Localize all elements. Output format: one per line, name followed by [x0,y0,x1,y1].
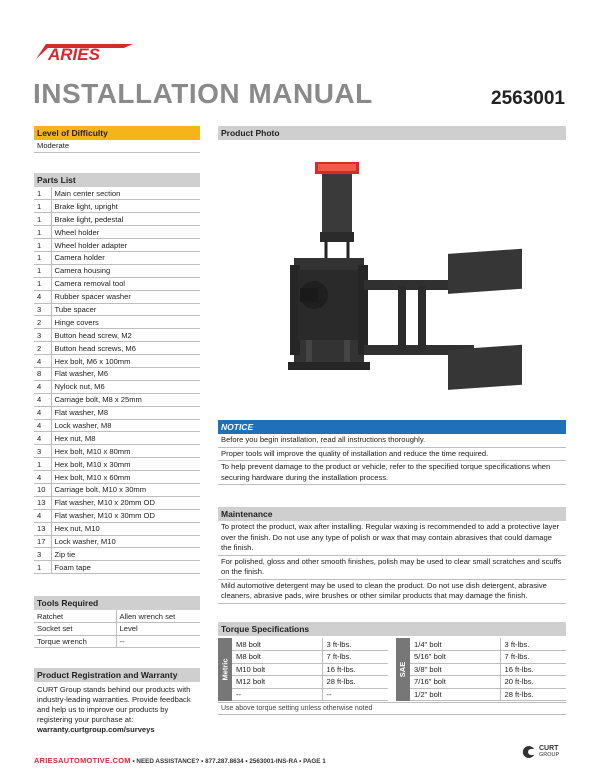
torque-value: 7 ft-lbs. [500,651,566,664]
part-name: Carriage bolt, M10 x 30mm [51,483,200,496]
part-qty: 1 [34,264,51,277]
footer-text: • NEED ASSISTANCE? • 877.287.8634 • 2563001-INS-RA • PAGE 1 [132,758,326,765]
part-name: Foam tape [51,561,200,574]
torque-row [410,663,566,676]
part-name: Button head screw, M2 [51,329,200,342]
parts-row [34,303,200,316]
notice-line: Before you begin installation, read all instructions thoroughly. [218,434,566,448]
part-name: Hex bolt, M10 x 60mm [51,471,200,484]
tool-name: -- [116,635,200,648]
torque-row [410,638,566,651]
parts-row [34,290,200,303]
part-qty: 8 [34,367,51,380]
part-qty: 4 [34,290,51,303]
part-qty: 1 [34,187,51,200]
tool-name: Ratchet [34,610,116,623]
notice-line: To help prevent damage to the product or vehicle, refer to the specified torque specifications when securing hardware during the installation process. [218,461,566,485]
tools-heading: Tools Required [34,596,200,610]
parts-row [34,329,200,342]
parts-row [34,548,200,561]
part-name: Camera housing [51,264,200,277]
part-name: Zip tie [51,548,200,561]
parts-table [34,187,200,574]
part-qty: 1 [34,277,51,290]
part-qty: 17 [34,535,51,548]
parts-row [34,509,200,522]
part-qty: 4 [34,432,51,445]
part-name: Hex bolt, M6 x 100mm [51,355,200,368]
part-qty: 4 [34,471,51,484]
torque-bolt: M8 bolt [232,638,322,651]
brand-text: ARIES [48,45,100,63]
parts-row [34,213,200,226]
tools-section [34,596,200,648]
torque-value: 16 ft-lbs. [322,663,388,676]
part-name: Camera removal tool [51,277,200,290]
parts-row [34,522,200,535]
part-qty: 10 [34,483,51,496]
parts-row [34,367,200,380]
part-name: Rubber spacer washer [51,290,200,303]
part-qty: 4 [34,355,51,368]
parts-row [34,239,200,252]
parts-row [34,496,200,509]
torque-value: 28 ft-lbs. [322,676,388,689]
aries-logo [34,41,138,63]
notice-heading: NOTICE [218,420,566,434]
part-name: Button head screws, M6 [51,342,200,355]
tool-name: Socket set [34,623,116,636]
tools-row [34,623,200,636]
part-name: Wheel holder [51,226,200,239]
torque-bolt: M10 bolt [232,663,322,676]
part-name: Tube spacer [51,303,200,316]
parts-row [34,277,200,290]
part-qty: 1 [34,226,51,239]
torque-value: 7 ft-lbs. [322,651,388,664]
torque-bolt: 3/8" bolt [410,663,500,676]
torque-value: 3 ft-lbs. [500,638,566,651]
tools-row [34,635,200,648]
tool-name: Allen wrench set [116,610,200,623]
part-qty: 4 [34,406,51,419]
parts-row [34,380,200,393]
curt-brand-line1: CURT [539,745,559,752]
parts-row [34,483,200,496]
notice-section [218,420,566,485]
part-name: Nylock nut, M6 [51,380,200,393]
torque-value: 16 ft-lbs. [500,663,566,676]
tool-name: Level [116,623,200,636]
part-qty: 3 [34,303,51,316]
parts-row [34,471,200,484]
tools-row [34,610,200,623]
part-qty: 1 [34,458,51,471]
part-qty: 13 [34,522,51,535]
maintenance-line: To protect the product, wax after installing. Regular waxing is recommended to add a protective layer over the finish. Do not use any type of polish or wax that may contain abrasives that could damage the finish. [218,521,566,556]
part-name: Main center section [51,187,200,200]
parts-row [34,393,200,406]
parts-row [34,316,200,329]
part-name: Lock washer, M8 [51,419,200,432]
part-qty: 4 [34,393,51,406]
torque-row [410,688,566,701]
part-name: Flat washer, M8 [51,406,200,419]
photo-heading: Product Photo [218,126,566,140]
part-name: Carriage bolt, M8 x 25mm [51,393,200,406]
part-qty: 1 [34,251,51,264]
part-name: Flat washer, M10 x 30mm OD [51,509,200,522]
curt-brand-line2: GROUP [539,752,560,758]
part-name: Brake light, pedestal [51,213,200,226]
metric-label: Metric [218,638,232,701]
parts-row [34,432,200,445]
parts-row [34,355,200,368]
torque-bolt: 5/16" bolt [410,651,500,664]
footer-site-link[interactable]: ARIESAUTOMOTIVE.COM [34,756,131,765]
torque-bolt: 1/2" bolt [410,688,500,701]
parts-list-section [34,173,200,574]
torque-value: 20 ft-lbs. [500,676,566,689]
maintenance-section [218,507,566,604]
torque-row [410,676,566,689]
part-qty: 2 [34,342,51,355]
torque-bolt: 1/4" bolt [410,638,500,651]
curt-logo-icon [522,745,536,759]
torque-row [232,688,388,701]
parts-row [34,342,200,355]
product-photo-section [218,126,566,410]
torque-bolt: M12 bolt [232,676,322,689]
torque-metric [218,638,388,701]
maintenance-line: For polished, gloss and other smooth finishes, polish may be used to clear small scratches and scuffs on the finish. [218,556,566,580]
part-qty: 3 [34,548,51,561]
part-name: Camera holder [51,251,200,264]
torque-value: -- [322,688,388,701]
parts-row [34,264,200,277]
maintenance-heading: Maintenance [218,507,566,521]
torque-bolt: 7/16" bolt [410,676,500,689]
part-qty: 1 [34,200,51,213]
torque-sae [396,638,566,701]
parts-row [34,200,200,213]
registration-heading: Product Registration and Warranty [34,668,200,682]
part-name: Hinge covers [51,316,200,329]
part-number: 2563001 [491,88,565,109]
parts-row [34,187,200,200]
part-name: Hex nut, M8 [51,432,200,445]
product-photo [218,140,566,410]
registration-text: CURT Group stands behind our products with industry-leading warranties. Provide feedback and help us to improve our products by registering your purchase at: [37,685,191,724]
part-name: Flat washer, M6 [51,367,200,380]
part-qty: 1 [34,239,51,252]
notice-line: Proper tools will improve the quality of installation and reduce the time required. [218,448,566,462]
torque-row [410,651,566,664]
parts-row [34,226,200,239]
parts-list-heading: Parts List [34,173,200,187]
part-name: Lock washer, M10 [51,535,200,548]
part-qty: 4 [34,509,51,522]
torque-row [232,651,388,664]
torque-row [232,663,388,676]
torque-section [218,622,566,715]
part-name: Hex bolt, M10 x 80mm [51,445,200,458]
parts-row [34,406,200,419]
part-name: Hex bolt, M10 x 30mm [51,458,200,471]
torque-heading: Torque Specifications [218,622,566,636]
sae-label: SAE [396,638,410,701]
parts-row [34,561,200,574]
part-qty: 2 [34,316,51,329]
torque-note: Use above torque setting unless otherwise noted [218,702,566,715]
parts-row [34,458,200,471]
part-name: Wheel holder adapter [51,239,200,252]
parts-row [34,445,200,458]
part-qty: 1 [34,213,51,226]
parts-row [34,419,200,432]
torque-value: 3 ft-lbs. [322,638,388,651]
part-name: Hex nut, M10 [51,522,200,535]
part-qty: 4 [34,419,51,432]
tool-name: Torque wrench [34,635,116,648]
maintenance-line: Mild automotive detergent may be used to clean the product. Do not use dish detergent, abrasive cleaners, abrasive pads, wire brushes or other similar products that may damage the finish. [218,580,566,604]
part-name: Brake light, upright [51,200,200,213]
difficulty-value: Moderate [34,140,200,153]
registration-section [34,668,200,735]
part-qty: 4 [34,380,51,393]
part-qty: 1 [34,561,51,574]
page-title: INSTALLATION MANUAL [33,78,373,109]
torque-row [232,638,388,651]
tools-table [34,610,200,648]
torque-value: 28 ft-lbs. [500,688,566,701]
footer [34,756,326,765]
warranty-link[interactable]: warranty.curtgroup.com/surveys [37,725,155,734]
curt-group-logo [522,745,559,759]
part-qty: 3 [34,329,51,342]
difficulty-heading: Level of Difficulty [34,126,200,140]
part-qty: 13 [34,496,51,509]
part-name: Flat washer, M10 x 20mm OD [51,496,200,509]
torque-bolt: M8 bolt [232,651,322,664]
parts-row [34,535,200,548]
parts-row [34,251,200,264]
difficulty-section [34,126,200,153]
torque-row [232,676,388,689]
torque-bolt: -- [232,688,322,701]
part-qty: 3 [34,445,51,458]
